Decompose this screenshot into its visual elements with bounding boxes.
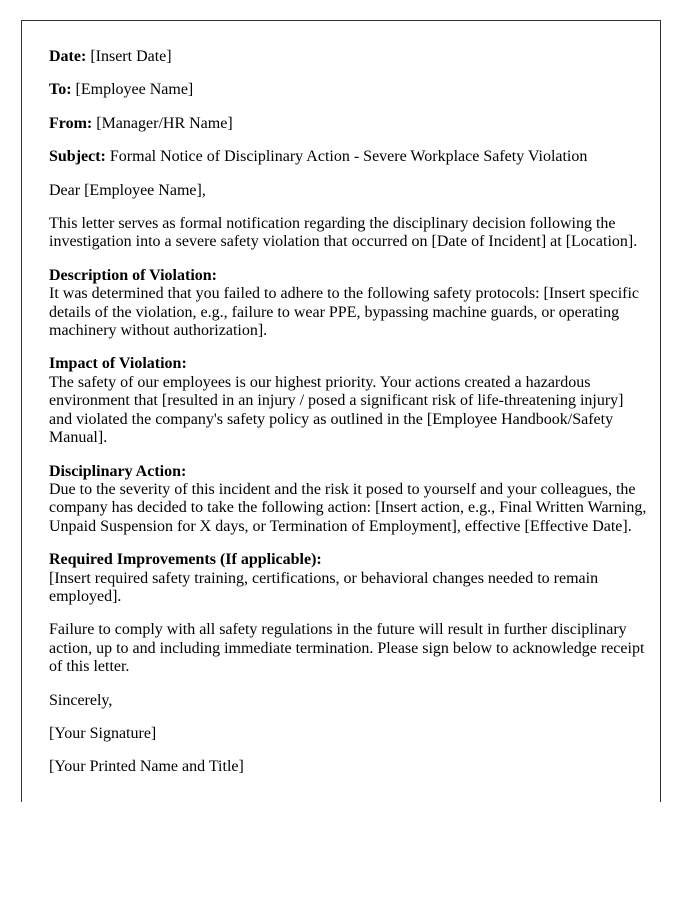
printed-name-placeholder: [Your Printed Name and Title]: [49, 758, 244, 776]
section-disciplinary-heading: Disciplinary Action:: [49, 462, 187, 480]
closing-paragraph: Failure to comply with all safety regulations in the future will result in further disciplinary action, up to and including immediate termination. Please sign below to acknowledge receipt of this letter.: [49, 621, 645, 676]
letter-container: [21, 20, 661, 802]
intro-paragraph: This letter serves as formal notification regarding the disciplinary decision following the investigation into a severe safety violation that occurred on [Date of Incident] at [Location].: [49, 215, 638, 251]
signoff: Sincerely,: [49, 691, 113, 709]
field-to-label: To:: [49, 81, 72, 99]
section-required-body: [Insert required safety training, certifications, or behavioral changes needed to remain employed].: [49, 569, 599, 605]
section-description-of-violation: [49, 267, 648, 341]
field-subject-label: Subject:: [49, 148, 106, 166]
field-subject: [49, 148, 648, 166]
section-description-body: It was determined that you failed to adhere to the following safety protocols: [Insert specific details of the violation, e.g., failure to wear PPE, bypassing machine guards, or operating machinery without authorization].: [49, 285, 640, 340]
section-required-heading: Required Improvements (If applicable):: [49, 551, 322, 569]
field-from: [49, 115, 648, 133]
field-to: [49, 81, 648, 99]
field-from-label: From:: [49, 114, 93, 132]
salutation: Dear [Employee Name],: [49, 181, 206, 199]
field-subject-value: Formal Notice of Disciplinary Action - Severe Workplace Safety Violation: [105, 148, 588, 166]
section-impact-of-violation: [49, 355, 648, 447]
field-date-label: Date:: [49, 48, 87, 65]
section-disciplinary-action: [49, 463, 648, 537]
section-impact-body: The safety of our employees is our highest priority. Your actions created a hazardous environment that [resulted in an injury / posed a significant risk of life-threatening injury] and violated the company's safety policy as outlined in the [Employee Handbook/Safety Manual].: [49, 373, 624, 447]
section-required-improvements: [49, 551, 648, 606]
field-from-value: [Manager/HR Name]: [92, 114, 233, 132]
section-description-heading: Description of Violation:: [49, 266, 217, 284]
field-date: [49, 48, 648, 66]
field-date-value: [Insert Date]: [86, 48, 172, 65]
section-impact-heading: Impact of Violation:: [49, 355, 187, 373]
field-to-value: [Employee Name]: [71, 81, 194, 99]
signature-placeholder: [Your Signature]: [49, 724, 157, 742]
section-disciplinary-body: Due to the severity of this incident and the risk it posed to yourself and your colleagues, the company has decided to take the following action: [Insert action, e.g., Final Written Warning, Unpaid Suspension for X days, or Termination of Employment], effective [Effective Date].: [49, 480, 647, 535]
